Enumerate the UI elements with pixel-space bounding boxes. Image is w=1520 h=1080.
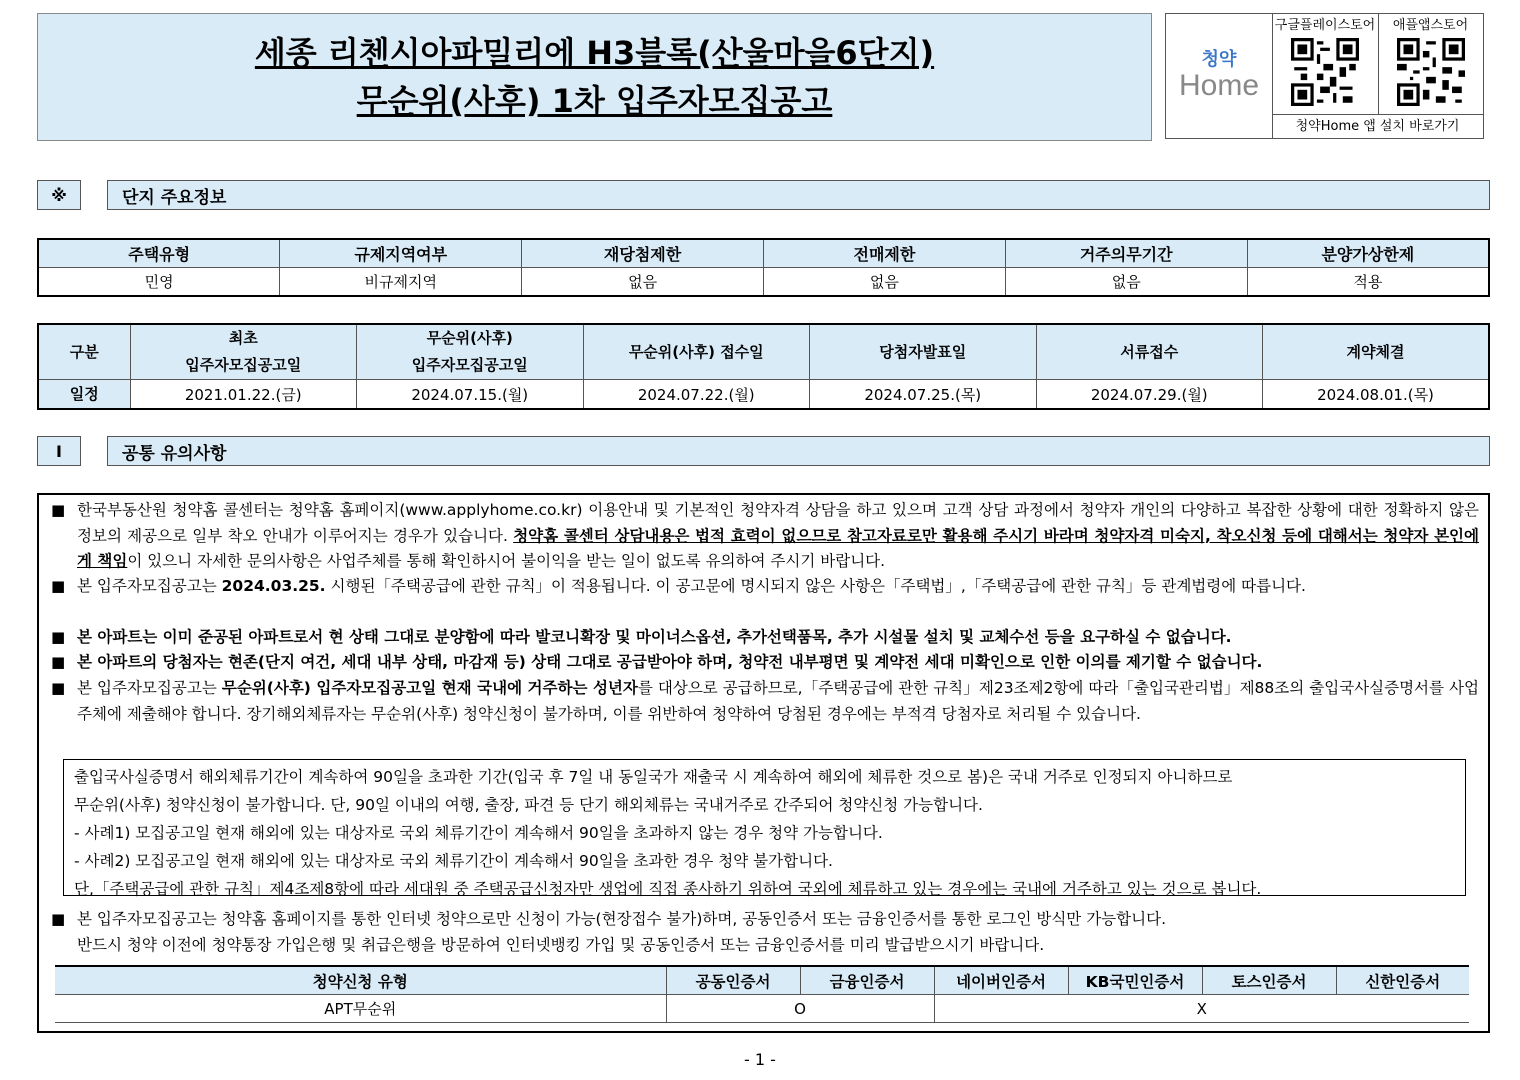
note-emphasis: 무순위(사후) 입주자모집공고일 현재 국내에 거주하는 성년자 [221, 679, 638, 697]
table-row [38, 380, 1489, 410]
apple-store-label: 애플앱스토어 [1392, 18, 1469, 33]
note-text: 본 입주자모집공고는 청약홈 홈페이지를 통한 인터넷 청약으로만 신청이 가능(현장접수 불가)하며, 공동인증서 또는 금융인증서를 통한 로그인 방식만 가능합니다. [77, 910, 1167, 928]
certificate-table [55, 965, 1469, 1023]
qr-code-icon[interactable] [1397, 38, 1465, 106]
row-label: 일정 [38, 380, 130, 410]
note-text-part: 본 입주자모집공고는 [77, 679, 222, 697]
table-cell: 2024.07.29.(월) [1036, 380, 1263, 410]
complex-info-table [37, 238, 1490, 297]
table-cell: 2024.07.22.(월) [583, 380, 810, 410]
note-emphasis: 2024.03.25. [221, 577, 326, 595]
title-line-2: 무순위(사후) 1차 입주자모집공고 [356, 82, 833, 120]
table-header: 신한인증서 [1336, 966, 1469, 995]
note-emphasis: 청약홈 콜센터 상담내용은 법적 효력이 없으므로 참고자료로만 활용해 주시기 바라며 청약자격 미숙지, 착오신청 등에 대해서는 청약자 본인에게 책임 [77, 526, 1479, 570]
table-header: 거주의무기간 [1005, 239, 1247, 268]
header-line: 최초 [228, 329, 258, 347]
note-item [51, 650, 1479, 676]
header-line: 입주자모집공고일 [185, 356, 302, 374]
table-header: 계약체결 [1263, 324, 1490, 380]
table-cell: O [666, 995, 934, 1023]
note-text-part: 시행된「주택공급에 관한 규칙」이 적용됩니다. 이 공고문에 명시되지 않은 사항은「주택법」,「주택공급에 관한 규칙」등 관계법령에 따릅니다. [325, 577, 1306, 595]
header-line: 무순위(사후) [426, 329, 513, 347]
table-header-row [38, 239, 1489, 268]
bullet-icon: ■ [51, 628, 66, 646]
table-header: 서류접수 [1036, 324, 1263, 380]
header-line: 입주자모집공고일 [411, 356, 528, 374]
bullet-icon: ■ [51, 653, 66, 671]
google-play-label: 구글플레이스토어 [1274, 18, 1376, 33]
table-cell: APT무순위 [55, 995, 666, 1023]
note-text-part: 본 입주자모집공고는 [77, 577, 222, 595]
bullet-icon: ■ [51, 679, 66, 697]
qr-code-icon[interactable] [1291, 38, 1359, 106]
table-row [38, 268, 1489, 297]
note-item [51, 676, 1479, 727]
note-text: 반드시 청약 이전에 청약통장 가입은행 및 취급은행을 방문하여 인터넷뱅킹 가입 및 공동인증서 또는 금융인증서를 미리 발급받으시기 바랍니다. [77, 935, 1045, 954]
section-1-mark: ※ [37, 180, 81, 210]
table-cell: 없음 [763, 268, 1005, 297]
table-header-row [55, 966, 1469, 995]
overseas-stay-box [63, 759, 1466, 896]
table-header [357, 324, 584, 380]
note-text [51, 498, 1479, 575]
table-header: 공동인증서 [666, 966, 800, 995]
note-text-part: 를 대상으로 공급하므로,「주택공급에 관한 규칙」제23조제2항에 따라「출입국관리법」제88조의 출입국사실증명서를 사업주체에 제출해야 합니다. 장기해외체류자는 무순위(사후) 청약신청이 불가하며, 이를 위반하여 청약하여 당첨된 경우에는 부적격 당첨자로 처리될 수 있습니다. [77, 679, 1479, 723]
table-cell: 없음 [1005, 268, 1247, 297]
logo-bottom-text: Home [1178, 69, 1260, 102]
box-line: 단,「주택공급에 관한 규칙」제4조제8항에 따라 세대원 중 주택공급신청자만 생업에 직접 종사하기 위하여 국외에 체류하고 있는 경우에는 국내에 거주하고 있는 것으로 봅니다. [74, 880, 1262, 898]
apple-store-column [1378, 14, 1483, 114]
table-row [55, 995, 1469, 1023]
applyhome-logo [1166, 14, 1273, 138]
common-notes-box [37, 493, 1490, 1033]
table-header: 전매제한 [763, 239, 1005, 268]
bullet-icon: ■ [51, 501, 66, 519]
table-header: 규제지역여부 [280, 239, 522, 268]
table-header: 청약신청 유형 [55, 966, 666, 995]
note-text: 본 아파트의 당첨자는 현존(단지 여건, 세대 내부 상태, 마감재 등) 상태 그대로 공급받아야 하며, 청약전 내부평면 및 계약전 세대 미확인으로 인한 이의를 제기할 수 없습니다. [77, 653, 1263, 671]
table-header: 무순위(사후) 접수일 [583, 324, 810, 380]
note-text-part: 한국부동산원 청약홈 콜센터는 청약홈 홈페이지(www.applyhome.co.kr) 이용안내 및 기본적인 청약자격 상담을 하고 있으며 고객 상담 과정에서 청약자 개인의 다양하고 복잡한 상황에 대한 정확하지 않은 정보의 제공으로 일부 착오 안내가 이루어지는 경우가 있습니다. [77, 501, 1479, 545]
table-header [130, 324, 357, 380]
table-header: 토스인증서 [1202, 966, 1336, 995]
table-header-row [38, 324, 1489, 380]
table-cell: X [934, 995, 1469, 1023]
table-cell: 2024.07.25.(목) [810, 380, 1037, 410]
note-item [51, 574, 1479, 600]
schedule-table [37, 323, 1490, 410]
table-cell: 없음 [522, 268, 764, 297]
box-line: 무순위(사후) 청약신청이 불가합니다. 단, 90일 이내의 여행, 출장, 파견 등 단기 해외체류는 국내거주로 간주되어 청약신청 가능합니다. [74, 796, 983, 814]
table-cell: 적용 [1247, 268, 1489, 297]
note-text [51, 676, 1479, 727]
section-2-title: 공통 유의사항 [107, 436, 1490, 466]
title-line-1: 세종 리첸시아파밀리에 H3블록(산울마을6단지) [254, 34, 935, 72]
table-cell: 2024.07.15.(월) [357, 380, 584, 410]
note-item [51, 907, 1479, 958]
title-box [37, 13, 1152, 141]
table-cell: 2021.01.22.(금) [130, 380, 357, 410]
table-header: 주택유형 [38, 239, 280, 268]
section-1-title: 단지 주요정보 [107, 180, 1490, 210]
page-number: - 1 - [744, 1050, 776, 1069]
table-header: 재당첨제한 [522, 239, 764, 268]
bullet-icon: ■ [51, 577, 66, 595]
box-line: 출입국사실증명서 해외체류기간이 계속하여 90일을 초과한 기간(입국 후 7일 내 동일국가 재출국 시 계속하여 해외에 체류한 것으로 봄)은 국내 거주로 인정되지 아니하므로 [74, 768, 1233, 786]
logo-top-text: 청약 [1201, 49, 1237, 70]
table-header: 분양가상한제 [1247, 239, 1489, 268]
app-install-box [1165, 13, 1484, 139]
table-cell: 민영 [38, 268, 280, 297]
section-2-mark: I [37, 436, 81, 466]
note-text-part: 이 있으니 자세한 문의사항은 사업주체를 통해 확인하시어 불이익을 받는 일이 없도록 유의하여 주시기 바랍니다. [127, 552, 886, 570]
note-item [51, 625, 1479, 651]
box-line: - 사례1) 모집공고일 현재 해외에 있는 대상자로 국외 체류기간이 계속해서 90일을 초과하지 않는 경우 청약 가능합니다. [74, 824, 883, 842]
table-header: 당첨자발표일 [810, 324, 1037, 380]
note-item [51, 498, 1479, 575]
table-header: KB국민인증서 [1068, 966, 1202, 995]
table-cell: 비규제지역 [280, 268, 522, 297]
app-install-link[interactable]: 청약Home 앱 설치 바로가기 [1272, 114, 1483, 139]
table-header: 구분 [38, 324, 130, 380]
box-line: - 사례2) 모집공고일 현재 해외에 있는 대상자로 국외 체류기간이 계속해서 90일을 초과한 경우 청약 불가합니다. [74, 852, 833, 870]
bullet-icon: ■ [51, 910, 66, 928]
note-text [51, 574, 1479, 600]
table-header: 네이버인증서 [934, 966, 1068, 995]
table-header: 금융인증서 [800, 966, 934, 995]
note-text: 본 아파트는 이미 준공된 아파트로서 현 상태 그대로 분양함에 따라 발코니확장 및 마이너스옵션, 추가선택품목, 추가 시설물 설치 및 교체수선 등을 요구하실 수 없습니다. [77, 628, 1232, 646]
google-play-column [1272, 14, 1379, 114]
table-cell: 2024.08.01.(목) [1263, 380, 1490, 410]
